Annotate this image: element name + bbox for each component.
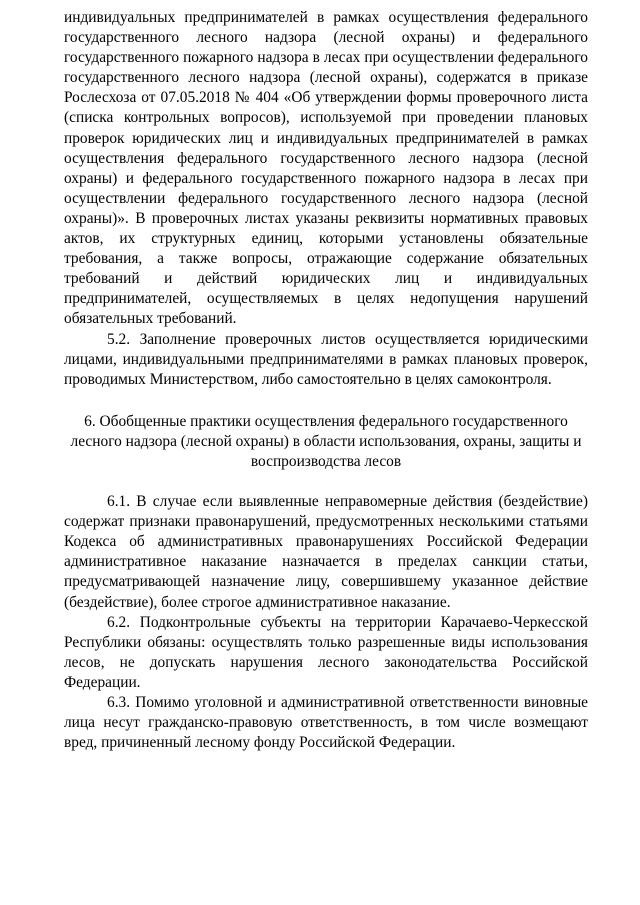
section-heading-6: 6. Обобщенные практики осуществления федерального государственного лесного надзора (лесной охраны) в области использования, охраны, защиты и воспроизводства лесов bbox=[70, 412, 582, 470]
document-page bbox=[64, 8, 588, 753]
paragraph-continued-checklists: индивидуальных предпринимателей в рамках осуществления федерального государственного лесного надзора (лесной охраны) и федерального государственного пожарного надзора в лесах при осуществлении федерального государственного лесного надзора (лесной охраны), содержатся в приказе Рослесхоза от 07.05.2018 № 404 «Об утверждении формы проверочного листа (списка контрольных вопросов), используемой при проведении плановых проверок юридических лиц и индивидуальных предпринимателей в рамках осуществления федерального государственного лесного надзора (лесной охраны) и федерального государственного пожарного надзора в лесах при осуществлении федерального государственного лесного надзора (лесной охраны)». В проверочных листах указаны реквизиты нормативных правовых актов, их структурных единиц, которыми установлены обязательные требования, а также вопросы, отражающие содержание обязательных требований и действий юридических лиц и индивидуальных предпринимателей, осуществляемых в целях недопущения нарушений обязательных требований. bbox=[64, 9, 588, 328]
paragraph-6-3: 6.3. Помимо уголовной и административной ответственности виновные лица несут гражданско-правовую ответственность, в том числе возмещают вред, причиненный лесному фонду Российской Федерации. bbox=[64, 694, 588, 752]
paragraph-6-2: 6.2. Подконтрольные субъекты на территории Карачаево-Черкесской Республики обязаны: осуществлять только разрешенные виды использования лесов, не допускать нарушения лесного законодательства Российской Федерации. bbox=[64, 613, 588, 691]
paragraph-6-1: 6.1. В случае если выявленные неправомерные действия (бездействие) содержат признаки правонарушений, предусмотренных несколькими статьями Кодекса об административных правонарушениях Российской Федерации административное наказание назначается в пределах санкции статьи, предусматривающей назначение лицу, совершившему указанное действие (бездействие), более строгое административное наказание. bbox=[64, 493, 588, 611]
paragraph-5-2: 5.2. Заполнение проверочных листов осуществляется юридическими лицами, индивидуальными предпринимателями в рамках плановых проверок, проводимых Министерством, либо самостоятельно в целях самоконтроля. bbox=[64, 330, 588, 388]
